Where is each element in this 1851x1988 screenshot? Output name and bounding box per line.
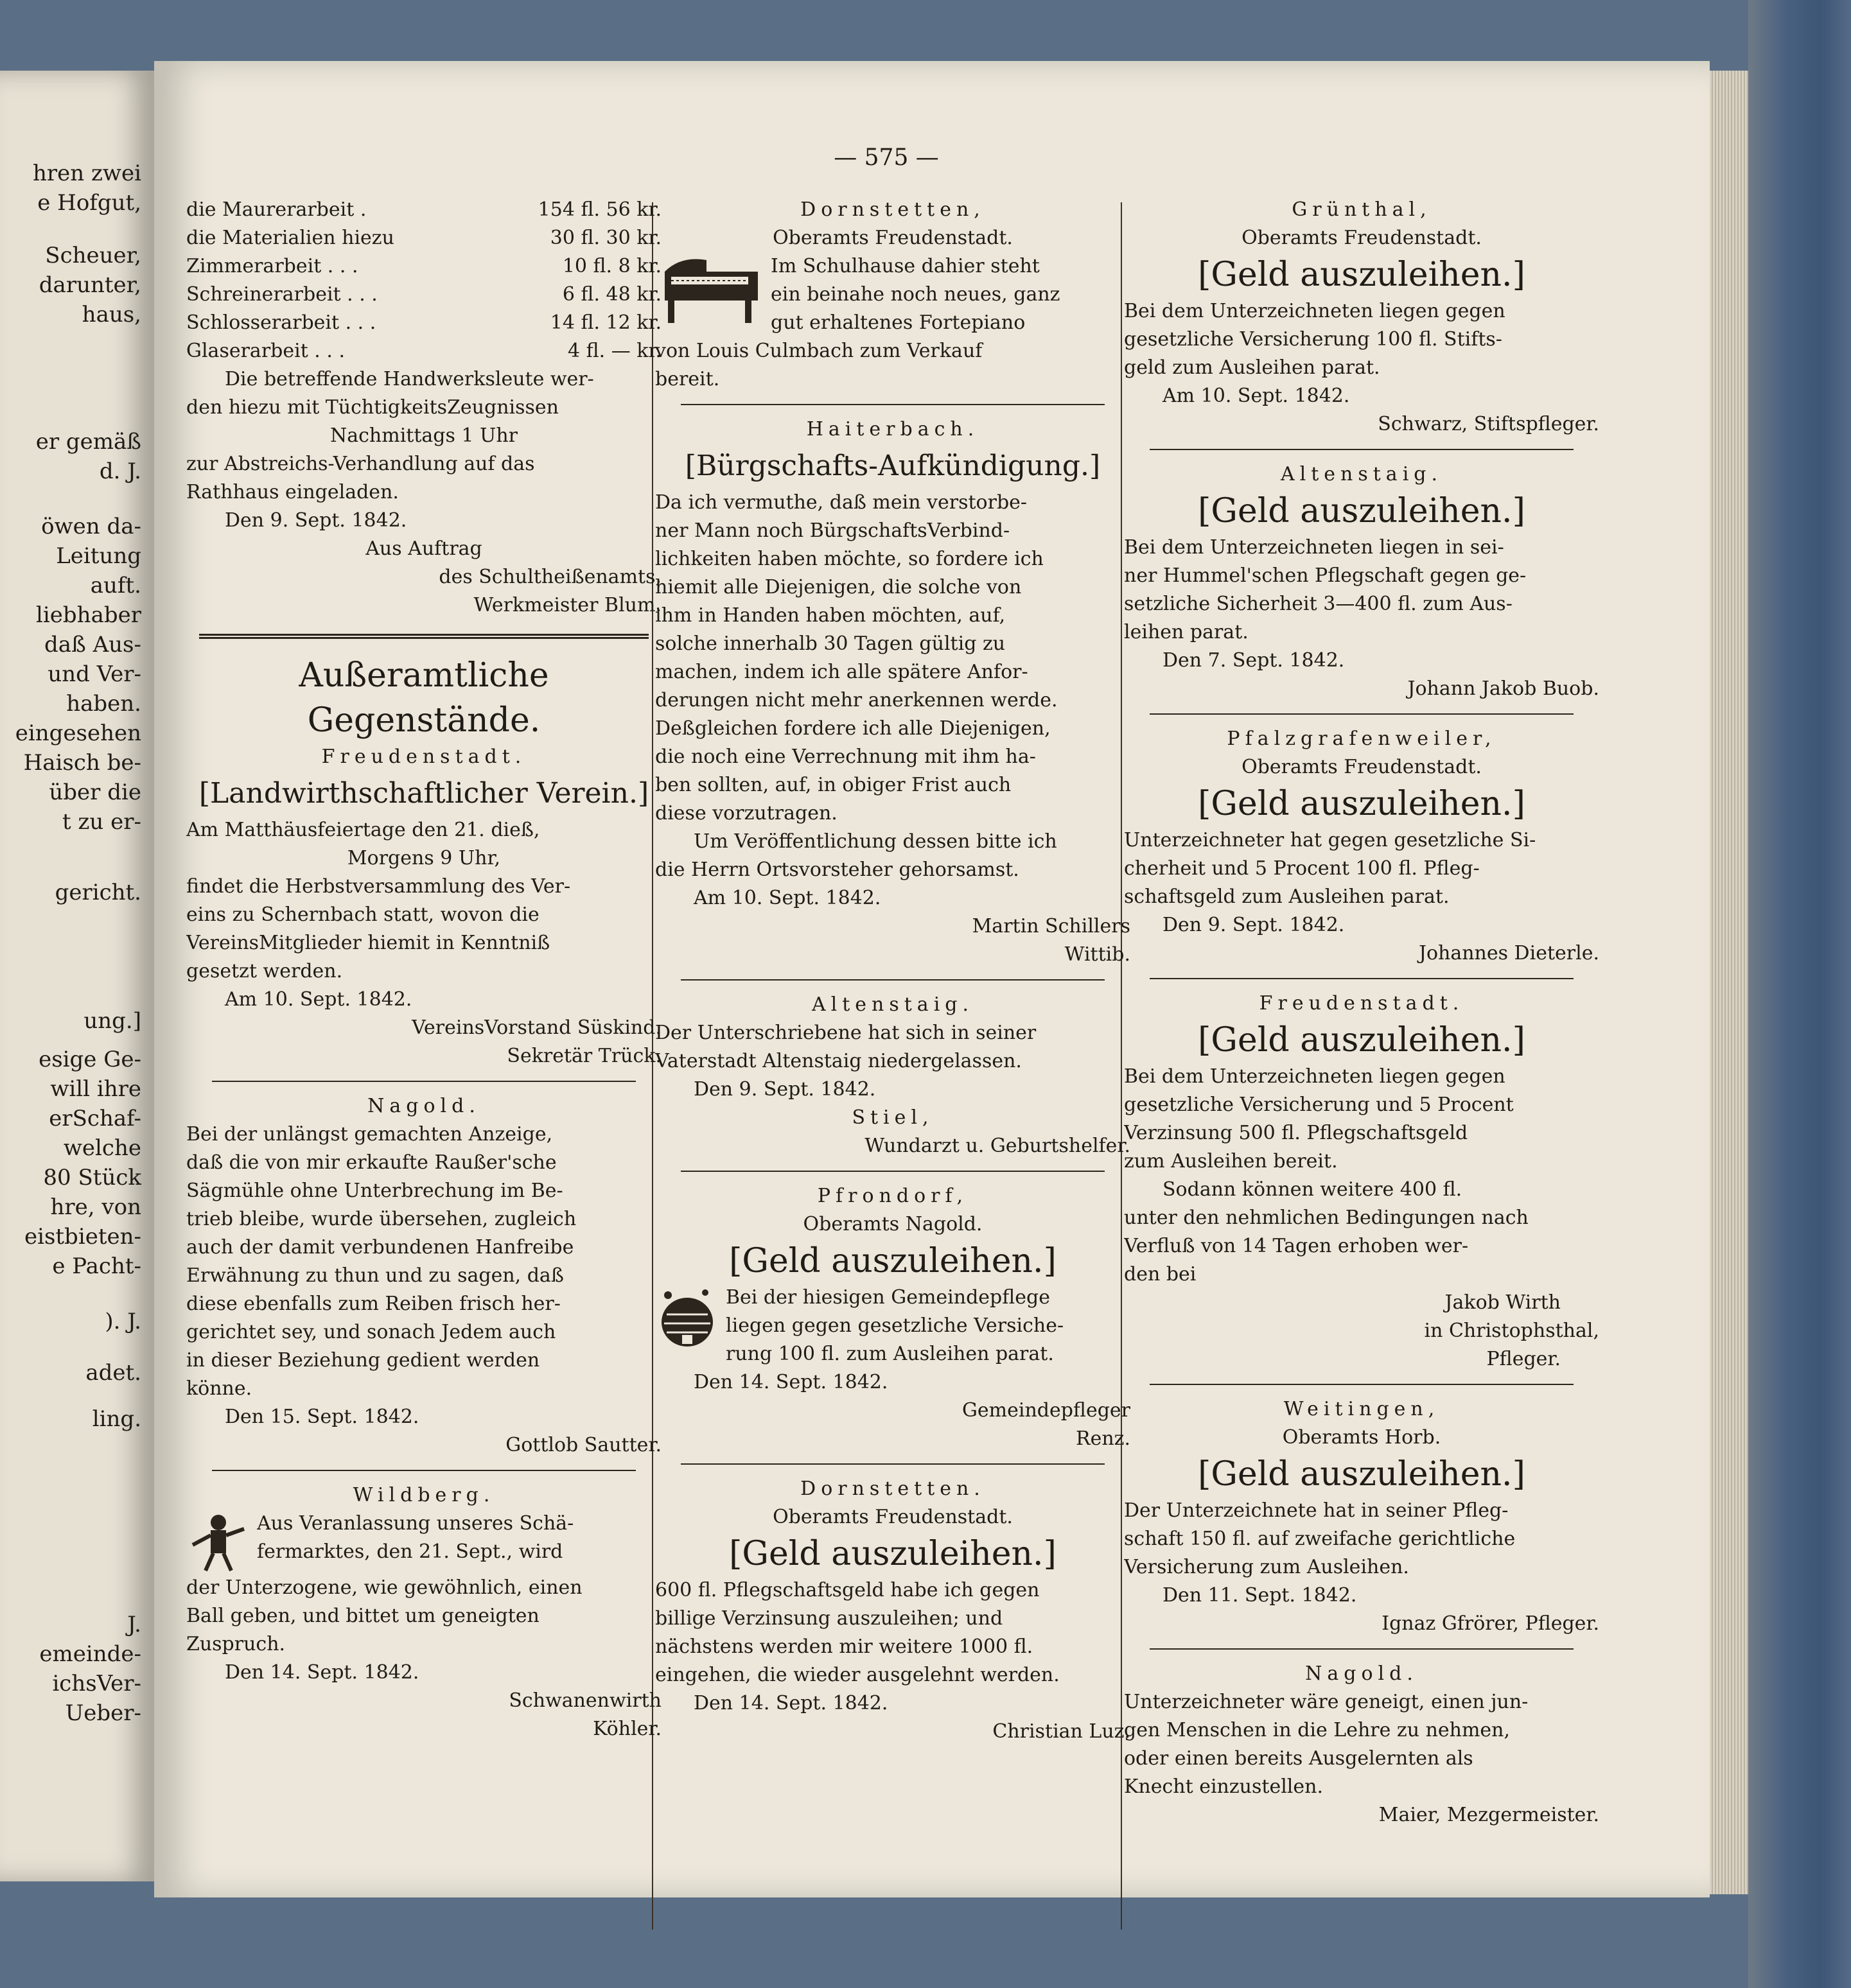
text-line: auch der damit verbundenen Hanfreibe <box>186 1236 574 1259</box>
text-line: Vaterstadt Altenstaig niedergelassen. <box>655 1050 1022 1072</box>
previous-page-line: gericht. <box>55 880 141 905</box>
ad-place: Dornstetten, <box>800 198 985 221</box>
text-line: oder einen bereits Ausgelernten als <box>1124 1747 1473 1770</box>
page-stack-edge <box>1710 71 1748 1894</box>
price-row <box>186 196 662 224</box>
date-line: Den 14. Sept. 1842. <box>694 1692 888 1714</box>
signature: Stiel, <box>852 1106 934 1129</box>
previous-page-line: eingesehen <box>15 720 141 746</box>
price-row <box>186 309 662 337</box>
text-line: Bei dem Unterzeichneten liegen gegen <box>1124 300 1505 322</box>
ad-place: Altenstaig. <box>811 993 974 1016</box>
previous-page-line: Scheuer, <box>45 243 141 268</box>
ad-divider <box>1150 1384 1574 1385</box>
text-line: Rathhaus eingeladen. <box>186 481 399 503</box>
text-line: Ball geben, und bittet um geneigten <box>186 1605 540 1627</box>
text-line: Die betreffende Handwerksleute wer- <box>225 368 594 390</box>
ad-heading: [Geld auszuleihen.] <box>729 1242 1057 1280</box>
ad-place: Freudenstadt. <box>321 746 527 768</box>
date-line: Den 14. Sept. 1842. <box>694 1371 888 1393</box>
ad-with-picture <box>655 1284 1130 1368</box>
text-line: Verzinsung 500 fl. Pflegschaftsgeld <box>1124 1122 1468 1144</box>
text-line: Den 15. Sept. 1842. <box>225 1406 419 1428</box>
previous-page-line: liebhaber <box>36 602 141 628</box>
text-line: Aus Veranlassung unseres Schä- <box>257 1512 574 1535</box>
text-line: unter den nehmlichen Bedingungen nach <box>1124 1207 1529 1229</box>
previous-page-line: öwen da- <box>41 514 141 539</box>
previous-page-line: esige Ge- <box>39 1047 141 1072</box>
text-line: gerichtet sey, und sonach Jedem auch <box>186 1321 556 1343</box>
text-line: 600 fl. Pflegschaftsgeld habe ich gegen <box>655 1579 1040 1601</box>
text-line: diese ebenfalls zum Reiben frisch her- <box>186 1293 561 1315</box>
ad-heading: [Geld auszuleihen.] <box>1198 785 1525 823</box>
price-row <box>186 281 662 309</box>
ad-divider <box>1150 978 1574 979</box>
price-amount: 4 fl. — kr. <box>567 340 662 362</box>
price-label: Schlosserarbeit . . . <box>186 311 376 334</box>
text-line: nächstens werden mir weitere 1000 fl. <box>655 1635 1033 1658</box>
price-amount: 6 fl. 48 kr. <box>562 283 662 306</box>
signature: Johannes Dieterle. <box>1418 942 1599 964</box>
signature: Johann Jakob Buob. <box>1407 677 1599 700</box>
text-line: ein beinahe noch neues, ganz <box>771 283 1060 306</box>
text-line: eingehen, die wieder ausgelehnt werden. <box>655 1664 1060 1686</box>
signature: VereinsVorstand Süskind. <box>412 1016 662 1039</box>
text-line: ben sollten, auf, in obiger Frist auch <box>655 774 1012 796</box>
ad-divider <box>1150 713 1574 715</box>
text-line: die noch eine Verrechnung mit ihm ha- <box>655 746 1036 768</box>
ad-with-picture <box>655 252 1130 337</box>
text-line: Bei dem Unterzeichneten liegen in sei- <box>1124 536 1504 559</box>
text-line: der Unterzogene, wie gewöhnlich, einen <box>186 1576 583 1599</box>
previous-page-line: ichsVer- <box>52 1671 141 1696</box>
beehive-vignette-icon <box>655 1284 719 1354</box>
text-line: zur Abstreichs-Verhandlung auf das <box>186 453 535 475</box>
text-line: rung 100 fl. zum Ausleihen parat. <box>726 1343 1054 1365</box>
text-line: machen, indem ich alle spätere Anfor- <box>655 661 1028 683</box>
previous-page-line: t zu er- <box>62 809 141 835</box>
ad-subplace: Oberamts Nagold. <box>803 1213 983 1235</box>
text-line: Um Veröffentlichung dessen bitte ich <box>694 830 1057 853</box>
text-line: lichkeiten haben möchte, so fordere ich <box>655 548 1044 570</box>
text-line: derungen nicht mehr anerkennen werde. <box>655 689 1058 711</box>
text-line: gesetzliche Versicherung 100 fl. Stifts- <box>1124 328 1502 351</box>
previous-page-line: er gemäß <box>35 429 141 455</box>
ad-heading: [Geld auszuleihen.] <box>1198 1021 1525 1059</box>
ad-divider <box>681 1463 1105 1465</box>
text-line: Bei der hiesigen Gemeindepflege <box>726 1286 1050 1309</box>
column-1 <box>186 196 662 1743</box>
text-line: Zuspruch. <box>186 1633 286 1655</box>
text-line: Martin Schillers <box>972 915 1130 937</box>
signature: Maier, Mezgermeister. <box>1378 1804 1599 1826</box>
price-row <box>186 252 662 281</box>
text-line: von Louis Culmbach zum Verkauf <box>655 340 983 362</box>
text-line: Knecht einzustellen. <box>1124 1775 1324 1798</box>
ad-subplace: Oberamts Horb. <box>1282 1426 1441 1449</box>
text-line: Da ich vermuthe, daß mein verstorbe- <box>655 491 1028 514</box>
page-number: — 575 — <box>834 144 939 171</box>
previous-page-line: über die <box>49 780 141 805</box>
signature: Werkmeister Blum. <box>473 594 662 616</box>
text-line: findet die Herbstversammlung des Ver- <box>186 875 571 898</box>
text-line: Am Matthäusfeiertage den 21. dieß, <box>186 819 540 841</box>
dancer-vignette-icon <box>186 1510 250 1574</box>
ad-place: Freudenstadt. <box>1259 992 1464 1015</box>
previous-page-line: ling. <box>92 1406 141 1432</box>
text-line: Verfluß von 14 Tagen erhoben wer- <box>1124 1235 1469 1257</box>
previous-page-line: welche <box>63 1135 141 1161</box>
ad-place: Nagold. <box>367 1095 480 1117</box>
signature: Schwarz, Stiftspfleger. <box>1378 413 1599 435</box>
previous-page-fragment <box>0 71 154 1881</box>
text-line: in dieser Beziehung gedient werden <box>186 1349 540 1372</box>
book-cover-edge <box>1748 0 1851 1988</box>
newspaper-page <box>154 61 1710 1897</box>
text-line: VereinsMitglieder hiemit in Kenntniß <box>186 932 550 954</box>
section-divider <box>199 634 649 639</box>
previous-page-line: d. J. <box>99 458 141 484</box>
text-line: schaft 150 fl. auf zweifache gerichtliche <box>1124 1528 1516 1550</box>
text-line: Am 10. Sept. 1842. <box>694 887 881 909</box>
text-line: ner Mann noch BürgschaftsVerbind- <box>655 519 1010 542</box>
ad-heading: [Geld auszuleihen.] <box>1198 256 1525 294</box>
previous-page-line: ). J. <box>105 1309 141 1334</box>
ad-heading: [Bürgschafts-Aufkündigung.] <box>685 449 1101 482</box>
column-3 <box>1124 196 1599 1829</box>
signature: Renz. <box>1075 1427 1130 1450</box>
text-line: die Herrn Ortsvorsteher gehorsamst. <box>655 859 1019 881</box>
ad-heading: [Landwirthschaftlicher Verein.] <box>198 777 649 810</box>
price-label: die Maurerarbeit . <box>186 198 367 221</box>
text-line: Unterzeichneter hat gegen gesetzliche Si- <box>1124 829 1536 851</box>
text-line: zum Ausleihen bereit. <box>1124 1150 1338 1173</box>
previous-page-line: auft. <box>90 573 141 598</box>
ad-subplace: Oberamts Freudenstadt. <box>773 1506 1013 1528</box>
text-line: diese vorzutragen. <box>655 802 838 824</box>
text-line: bereit. <box>655 368 720 390</box>
ad-heading: [Geld auszuleihen.] <box>1198 1455 1525 1494</box>
price-row <box>186 224 662 252</box>
text-line: liegen gegen gesetzliche Versiche- <box>726 1314 1064 1337</box>
price-label: Glaserarbeit . . . <box>186 340 345 362</box>
price-label: Schreinerarbeit . . . <box>186 283 378 306</box>
previous-page-line: daß Aus- <box>44 632 141 658</box>
section-heading: Außeramtliche Gegenstände. <box>299 656 549 740</box>
signature: Sekretär Trück. <box>507 1045 662 1067</box>
text-line: Sodann können weitere 400 fl. <box>1162 1178 1462 1201</box>
previous-page-line: hre, von <box>50 1194 141 1220</box>
price-amount: 30 fl. 30 kr. <box>550 227 662 249</box>
text-line: trieb bleibe, wurde übersehen, zugleich <box>186 1208 577 1230</box>
date-line: Den 11. Sept. 1842. <box>1162 1584 1357 1607</box>
text-line: gesetzliche Versicherung und 5 Procent <box>1124 1094 1514 1116</box>
ad-place: Weitingen, <box>1283 1398 1440 1420</box>
price-amount: 154 fl. 56 kr. <box>538 198 662 221</box>
price-label: die Materialien hiezu <box>186 227 394 249</box>
price-label: Zimmerarbeit . . . <box>186 255 358 277</box>
previous-page-line: Haisch be- <box>23 750 141 776</box>
previous-page-line: e Pacht- <box>52 1253 141 1279</box>
text-line: billige Verzinsung auszuleihen; und <box>655 1607 1003 1630</box>
price-list <box>186 196 662 365</box>
signature: Pfleger. <box>1486 1348 1561 1370</box>
text-line: ner Hummel'schen Pflegschaft gegen ge- <box>1124 564 1527 587</box>
signature: Ignaz Gfrörer, Pfleger. <box>1382 1612 1599 1635</box>
signature: Jakob Wirth <box>1444 1291 1561 1314</box>
text-line: setzliche Sicherheit 3—400 fl. zum Aus- <box>1124 593 1513 615</box>
text-line: Erwähnung zu thun und zu sagen, daß <box>186 1264 564 1287</box>
ad-body <box>655 489 1130 969</box>
signature: Christian Luz. <box>992 1720 1130 1743</box>
text-line: Sägmühle ohne Unterbrechung im Be- <box>186 1180 563 1202</box>
ad-body <box>186 1120 662 1460</box>
text-line: eins zu Schernbach statt, wovon die <box>186 903 540 926</box>
date-line: Am 10. Sept. 1842. <box>1162 385 1350 407</box>
previous-page-line: e Hofgut, <box>37 190 141 216</box>
ad-subplace: Oberamts Freudenstadt. <box>1241 227 1482 249</box>
ad-place: Wildberg. <box>353 1484 495 1506</box>
text-line: geld zum Ausleihen parat. <box>1124 356 1380 379</box>
previous-page-line: hren zwei <box>33 161 141 186</box>
text-line: fermarktes, den 21. Sept., wird <box>257 1540 563 1563</box>
previous-page-line: darunter, <box>39 272 141 298</box>
date-line: Den 9. Sept. 1842. <box>1162 914 1345 936</box>
ad-place: Haiterbach. <box>806 418 979 440</box>
text-line: Der Unterzeichnete hat in seiner Pfleg- <box>1124 1499 1509 1522</box>
previous-page-line: adet. <box>85 1360 141 1386</box>
text-line: Gottlob Sautter. <box>505 1434 662 1456</box>
text-line: leihen parat. <box>1124 621 1249 643</box>
text-line: Deßgleichen fordere ich alle Diejenigen, <box>655 717 1051 740</box>
ad-subplace: Oberamts Freudenstadt. <box>1241 756 1482 778</box>
ad-place: Altenstaig. <box>1280 463 1443 485</box>
text-line: cherheit und 5 Procent 100 fl. Pfleg- <box>1124 857 1480 880</box>
ad-divider <box>681 1171 1105 1172</box>
text-line: Im Schulhause dahier steht <box>771 255 1040 277</box>
previous-page-line: haus, <box>82 302 141 327</box>
text-line: Aus Auftrag <box>365 537 482 560</box>
signature: in Christophsthal, <box>1424 1320 1599 1342</box>
ad-divider <box>212 1081 636 1082</box>
previous-page-line: 80 Stück <box>43 1165 141 1190</box>
ad-divider <box>681 979 1105 981</box>
text-line: könne. <box>186 1377 252 1400</box>
date-line: Am 10. Sept. 1842. <box>225 988 412 1011</box>
signature: Schwanenwirth <box>509 1689 662 1712</box>
previous-page-line: Leitung <box>56 543 141 569</box>
ad-divider <box>1150 1648 1574 1650</box>
previous-page-line: ung.] <box>83 1008 141 1034</box>
ad-place: Pfrondorf, <box>817 1185 969 1207</box>
text-line: gesetzt werden. <box>186 960 343 982</box>
date-line: Den 14. Sept. 1842. <box>225 1661 419 1684</box>
text-line: Bei der unlängst gemachten Anzeige, <box>186 1123 553 1146</box>
column-2 <box>655 196 1130 1746</box>
ad-heading: [Geld auszuleihen.] <box>1198 492 1525 530</box>
text-line: des Schultheißenamts, <box>439 566 662 588</box>
previous-page-line: J. <box>127 1612 141 1637</box>
text-line: Nachmittags 1 Uhr <box>329 424 518 447</box>
ad-place: Nagold. <box>1305 1662 1418 1685</box>
text-line: Morgens 9 Uhr, <box>347 847 501 869</box>
previous-page-line: eistbieten- <box>24 1224 141 1250</box>
date-line: Den 9. Sept. 1842. <box>694 1078 876 1101</box>
ad-with-picture <box>186 1510 662 1574</box>
price-row <box>186 337 662 365</box>
ad-heading: [Geld auszuleihen.] <box>729 1535 1057 1573</box>
signature: Gemeindepfleger <box>961 1399 1130 1422</box>
text-line: Der Unterschriebene hat sich in seiner <box>655 1022 1037 1044</box>
ad-place: Pfalzgrafenweiler, <box>1227 728 1496 750</box>
ad-divider <box>1150 449 1574 450</box>
price-amount: 10 fl. 8 kr. <box>562 255 662 277</box>
previous-page-line: Ueber- <box>65 1700 141 1726</box>
ad-subplace: Oberamts Freudenstadt. <box>773 227 1013 249</box>
text-line: gen Menschen in die Lehre zu nehmen, <box>1124 1719 1511 1741</box>
date-line: Den 7. Sept. 1842. <box>1162 649 1345 672</box>
ad-divider <box>681 404 1105 405</box>
text-line: ihm in Handen haben möchten, auf, <box>655 604 1006 627</box>
ad-place: Dornstetten. <box>800 1478 985 1500</box>
text-line: Unterzeichneter wäre geneigt, einen jun- <box>1124 1691 1529 1713</box>
text-line: Versicherung zum Ausleihen. <box>1124 1556 1409 1578</box>
price-amount: 14 fl. 12 kr. <box>550 311 662 334</box>
signature: Wundarzt u. Geburtshelfer. <box>864 1135 1130 1157</box>
date-line: Den 9. Sept. 1842. <box>225 509 407 532</box>
text-line: solche innerhalb 30 Tagen gültig zu <box>655 632 1006 655</box>
signature: Köhler. <box>593 1718 662 1740</box>
ad-place: Grünthal, <box>1292 198 1432 221</box>
text-line: daß die von mir erkaufte Raußer'sche <box>186 1151 557 1174</box>
text-line: hiemit alle Diejenigen, die solche von <box>655 576 1022 598</box>
previous-page-line: will ihre <box>50 1076 141 1102</box>
text-line: gut erhaltenes Fortepiano <box>771 311 1026 334</box>
text-line: den hiezu mit TüchtigkeitsZeugnissen <box>186 396 559 419</box>
ad-divider <box>212 1470 636 1471</box>
text-line: Bei dem Unterzeichneten liegen gegen <box>1124 1065 1505 1088</box>
previous-page-line: und Ver- <box>48 661 141 687</box>
text-line: den bei <box>1124 1263 1197 1286</box>
previous-page-line: erSchaf- <box>49 1106 141 1131</box>
text-line: schaftsgeld zum Ausleihen parat. <box>1124 885 1450 908</box>
fortepiano-icon <box>655 252 764 329</box>
previous-page-line: emeinde- <box>39 1641 141 1667</box>
text-line: Wittib. <box>1064 943 1130 966</box>
previous-page-line: haben. <box>66 691 141 717</box>
